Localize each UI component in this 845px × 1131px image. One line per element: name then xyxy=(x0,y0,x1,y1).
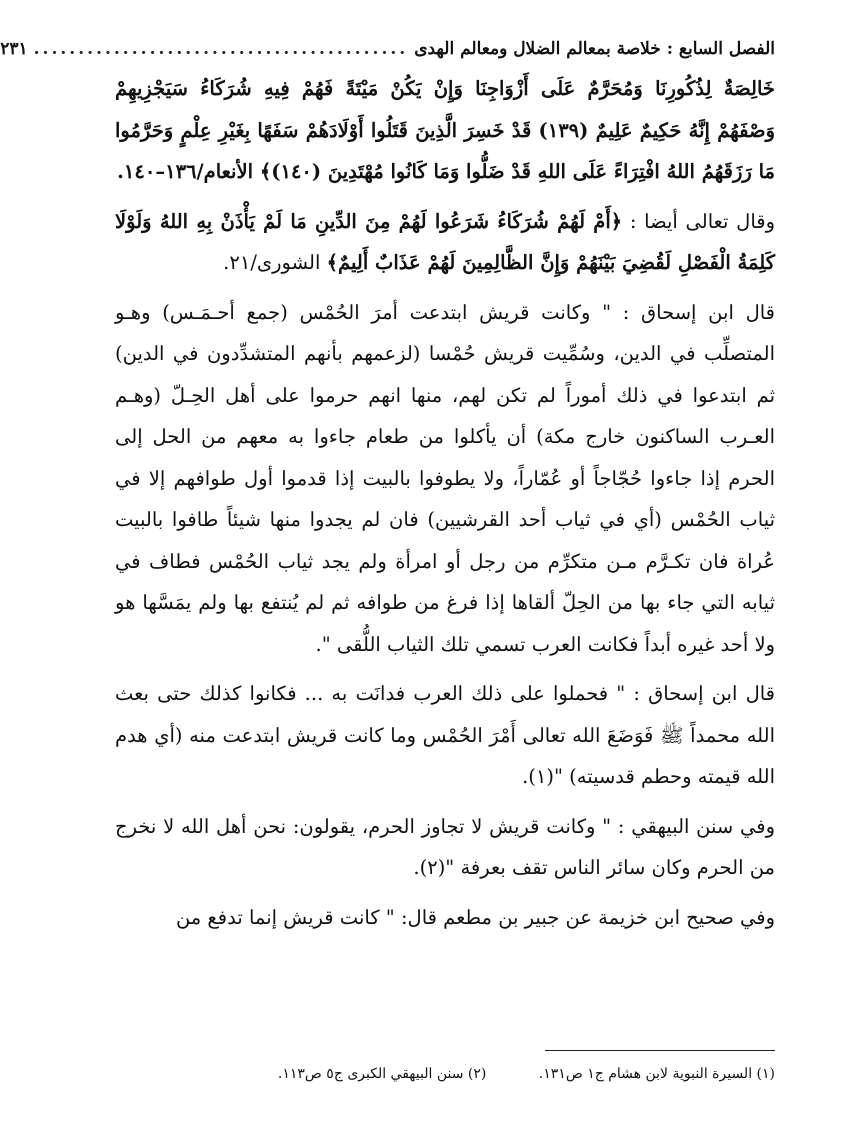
paragraph-shura-verse xyxy=(115,201,775,284)
footnote-divider xyxy=(545,1050,775,1051)
header-leader-dots: .......................................... xyxy=(33,39,409,59)
book-page xyxy=(0,34,776,1104)
chapter-title: الفصل السابع : خلاصة بمعالم الضلال ومعالم الهدى xyxy=(414,39,775,59)
quran-verse-shura: ﴿أَمْ لَهُمْ شُرَكَاءُ شَرَعُوا لَهُمْ مِنَ الدِّينِ مَا لَمْ يَأْذَنْ بِهِ اللهُ وَلَوْلَا كَلِمَةُ الْفَصْلِ لَقُضِيَ بَيْنَهُمْ وَإِنَّ الظَّالِمِينَ لَهُمْ عَذَابٌ أَلِيمٌ﴾ xyxy=(115,209,775,274)
paragraph-bayhaqi: وفي سنن البيهقي : " وكانت قريش لا تجاوز الحرم، يقولون: نحن أهل الله لا نخرج من الحرم وكان سائر الناس تقف بعرفة "(٢). xyxy=(115,814,775,879)
footnote-1: (١) السيرة النبوية لابن هشام ج١ ص١٣١. xyxy=(538,1066,775,1082)
running-header xyxy=(0,34,775,64)
verse-reference: الشورى/٢١. xyxy=(223,251,327,274)
main-text xyxy=(115,68,775,938)
paragraph-ibn-ishaq-2: قال ابن إسحاق : " فحملوا على ذلك العرب فدانَت به ... فكانوا كذلك حتى بعث الله محمداً ﷺ فَوَضَعَ الله تعالى أَمْرَ الحُمْس وما كانت قريش ابتدعت منه (أي هدم الله قيمته وحطم قدسيته) "(١). xyxy=(115,682,775,788)
verse-intro: وقال تعالى أيضا : xyxy=(622,209,775,233)
page-number: ٢٣١ xyxy=(0,39,28,59)
footnotes xyxy=(115,1060,775,1088)
footnote-2: (٢) سنن البيهقي الكبرى ج٥ ص١١٣. xyxy=(277,1066,487,1082)
paragraph-ibn-ishaq-hums: قال ابن إسحاق : " وكانت قريش ابتدعت أمرَ الحُمْس (جمع أحـمَـس) وهـو المتصلِّب في الدين، وسُمِّيت قريش حُمْسا (لزعمهم بأنهم المتشدِّدون في الدين) ثم ابتدعوا في ذلك أموراً لم تكن لهم، منها انهم حرموا على أهل الحِـلّ (وهـم العـرب الساكنون خارج مكة) أن يأكلوا من طعام جاءوا به معهم من الحل إلى الحرم إذا جاءوا حُجّاجاً أو عُمّاراً، ولا يطوفوا بالبيت إذا قدموا أول طوافهم إلا في ثياب الحُمْس (أي في ثياب أحد القرشيين) فان لم يجدوا منها شيئاً طافوا بالبيت عُراة فان تكـرَّم مـن متكرِّم من رجل أو امرأة ولم يجد ثياب الحُمْس فطاف في ثيابه التي جاء بها من الحِلّ ألقاها إذا فرغ من طوافه ثم لم يُنتفع بها ولم يمَسَّها هو ولا أحد غيره أبداً فكانت العرب تسمي تلك الثياب اللُّقى ". xyxy=(115,300,775,656)
quran-verse-continuation: خَالِصَةٌ لِذُكُورِنَا وَمُحَرَّمٌ عَلَى أَزْوَاجِنَا وَإِنْ يَكُنْ مَيْتَةً فَهُمْ فِيهِ شُرَكَاءُ سَيَجْزِيهِمْ وَصْفَهُمْ إِنَّهُ حَكِيمٌ عَلِيمٌ (١٣٩) قَدْ خَسِرَ الَّذِينَ قَتَلُوا أَوْلَادَهُمْ سَفَهًا بِغَيْرِ عِلْمٍ وَحَرَّمُوا مَا رَزَقَهُمُ اللهُ افْتِرَاءً عَلَى اللهِ قَدْ ضَلُّوا وَمَا كَانُوا مُهْتَدِينَ (١٤٠)﴾ الأنعام/١٣٦–١٤٠. xyxy=(115,77,776,183)
paragraph-ibn-khuzaymah: وفي صحيح ابن خزيمة عن جبير بن مطعم قال: " كانت قريش إنما تدفع من xyxy=(175,905,775,929)
